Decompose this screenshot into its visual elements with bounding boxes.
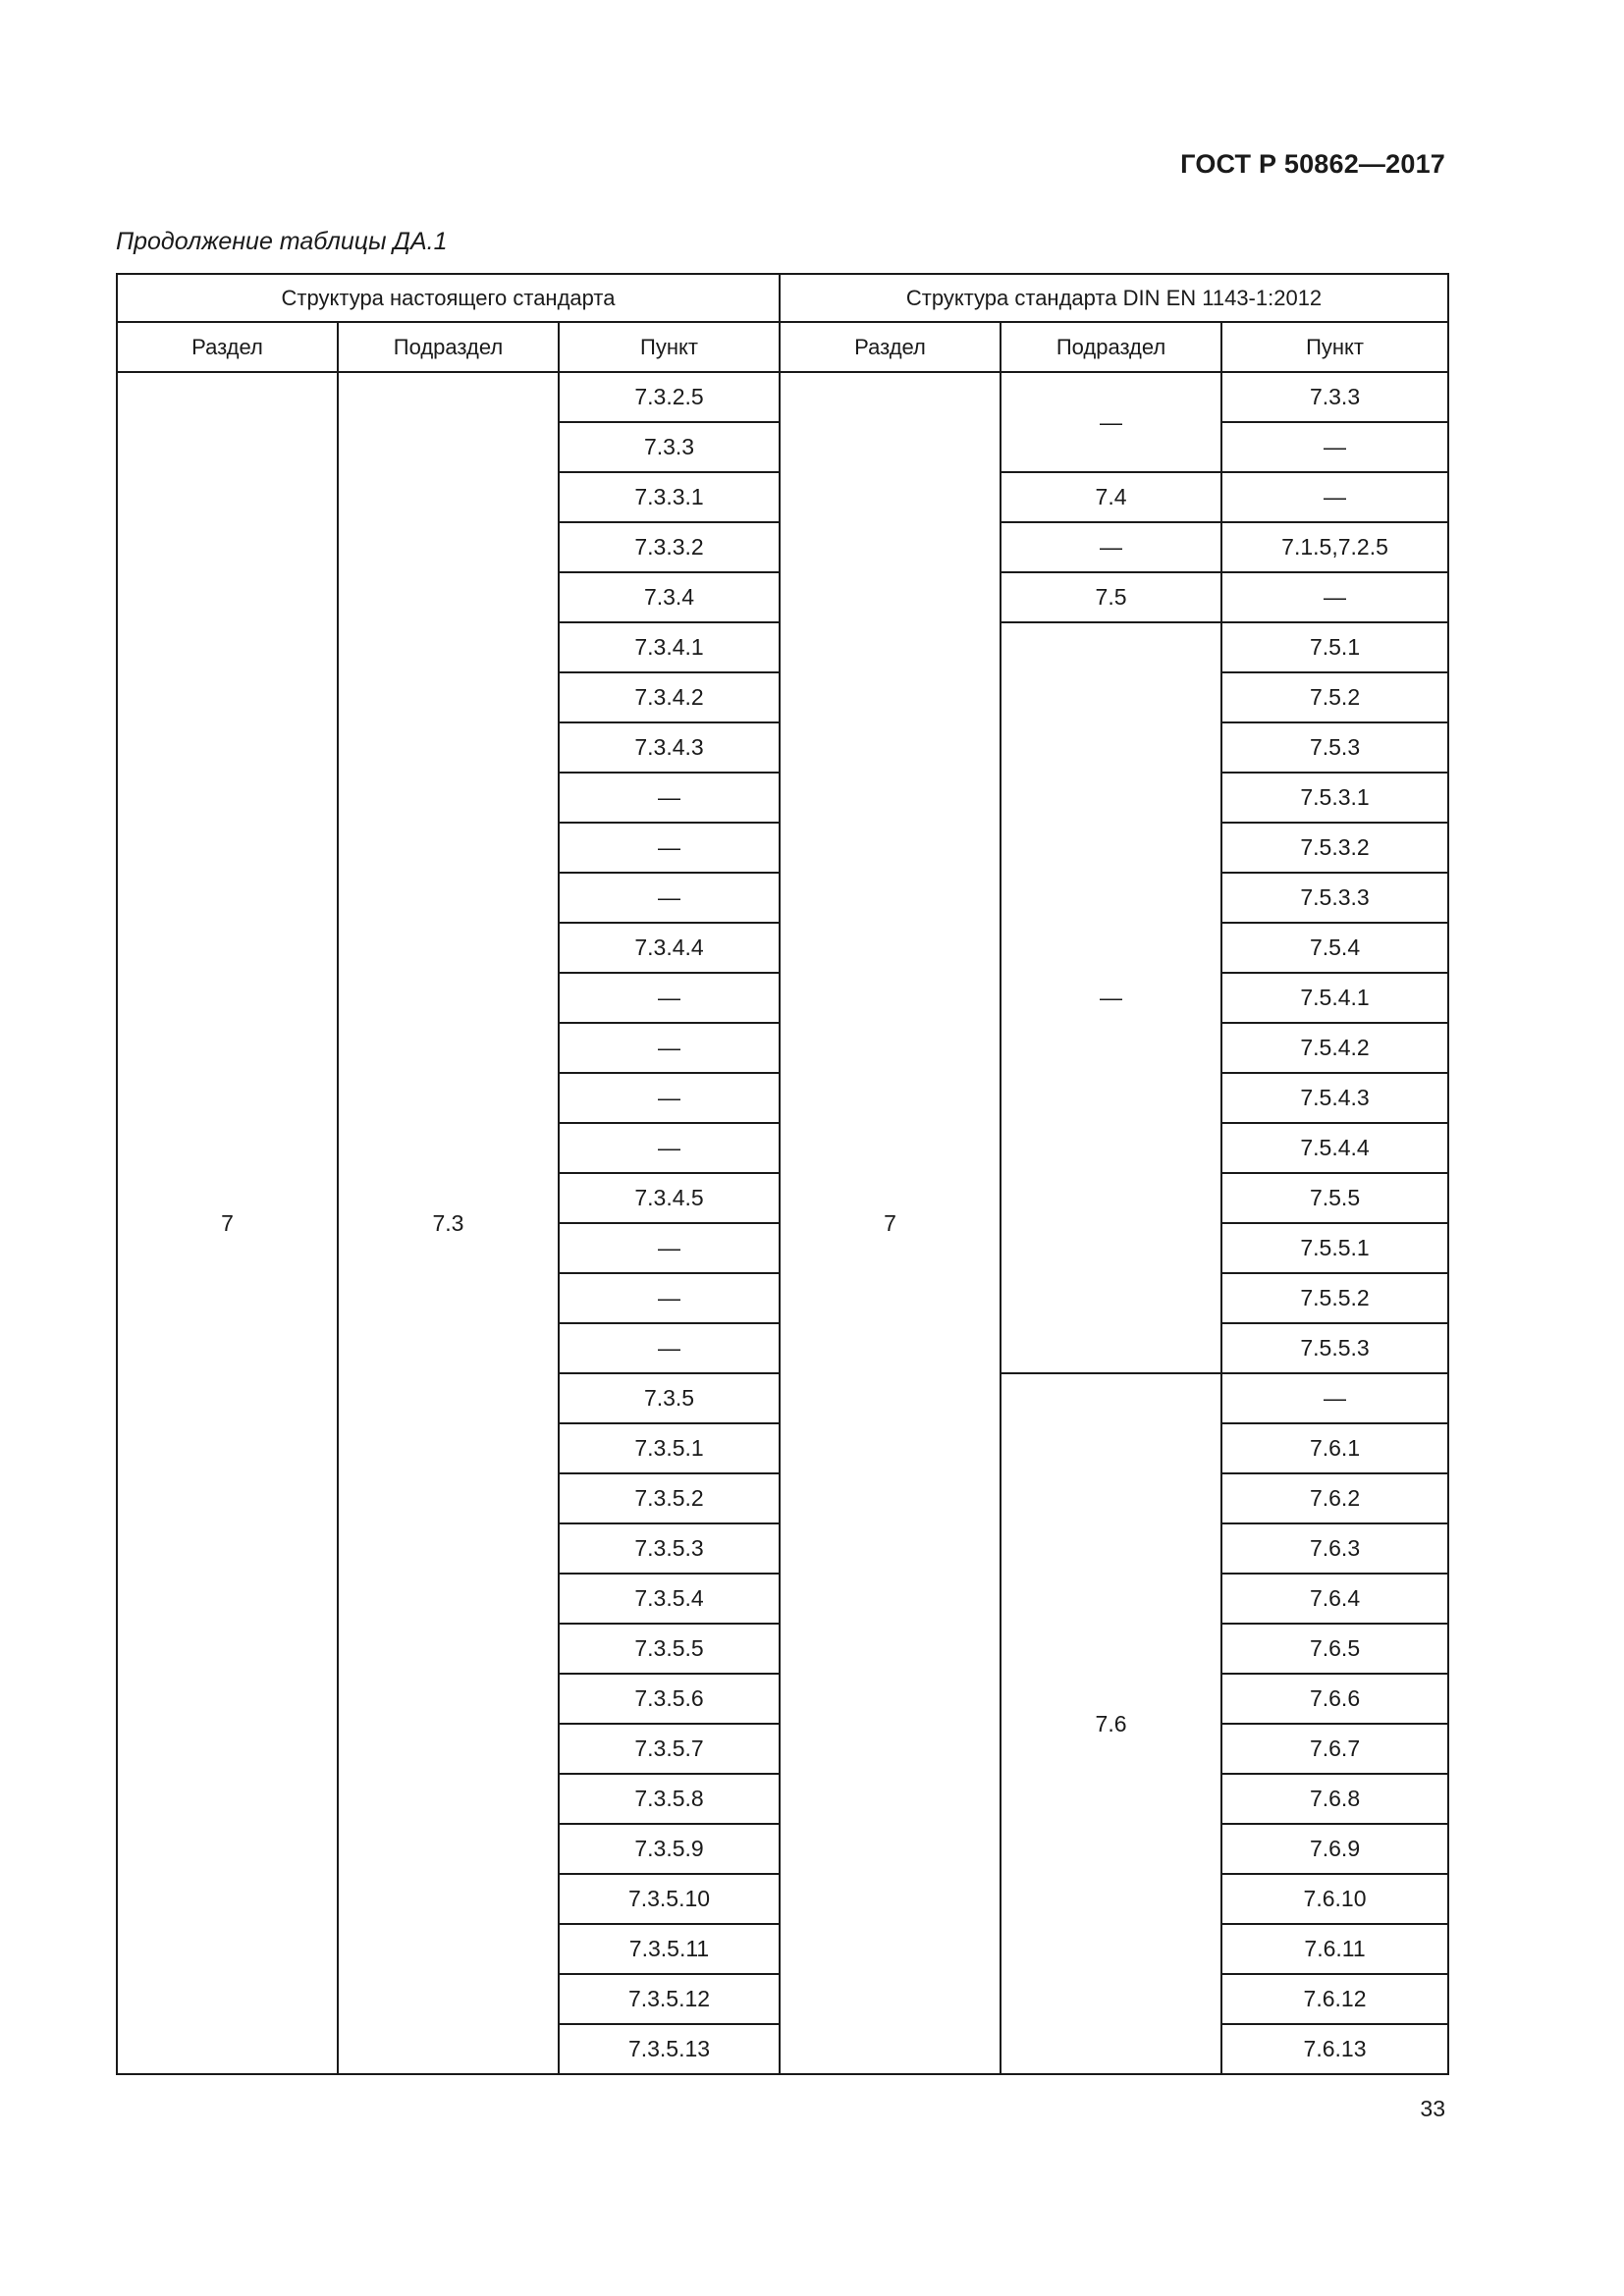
column-header-row bbox=[117, 322, 1448, 372]
left-item-cell: — bbox=[559, 973, 780, 1023]
right-item-cell: 7.5.3.2 bbox=[1221, 823, 1448, 873]
right-item-cell: 7.5.2 bbox=[1221, 672, 1448, 722]
left-item-cell: 7.3.4.2 bbox=[559, 672, 780, 722]
right-item-cell: 7.5.1 bbox=[1221, 622, 1448, 672]
right-item-cell: 7.5.5 bbox=[1221, 1173, 1448, 1223]
left-item-cell: 7.3.5.13 bbox=[559, 2024, 780, 2074]
right-item-cell: 7.6.8 bbox=[1221, 1774, 1448, 1824]
right-item-cell: 7.6.10 bbox=[1221, 1874, 1448, 1924]
column-header: Раздел bbox=[780, 322, 1001, 372]
right-item-cell: 7.1.5,7.2.5 bbox=[1221, 522, 1448, 572]
right-item-cell: 7.6.1 bbox=[1221, 1423, 1448, 1473]
right-subsection-cell: 7.5 bbox=[1001, 572, 1221, 622]
right-item-cell: 7.3.3 bbox=[1221, 372, 1448, 422]
left-item-cell: 7.3.5.2 bbox=[559, 1473, 780, 1523]
left-item-cell: — bbox=[559, 1323, 780, 1373]
left-section-cell: 7 bbox=[117, 372, 338, 2074]
group-header-current: Структура настоящего стандарта bbox=[117, 274, 780, 322]
left-item-cell: — bbox=[559, 1273, 780, 1323]
left-item-cell: 7.3.2.5 bbox=[559, 372, 780, 422]
right-subsection-cell: — bbox=[1001, 372, 1221, 472]
left-item-cell: 7.3.3.1 bbox=[559, 472, 780, 522]
left-item-cell: — bbox=[559, 1223, 780, 1273]
left-item-cell: 7.3.5.12 bbox=[559, 1974, 780, 2024]
right-subsection-cell: 7.4 bbox=[1001, 472, 1221, 522]
left-item-cell: 7.3.5.7 bbox=[559, 1724, 780, 1774]
page-number: 33 bbox=[1420, 2096, 1445, 2121]
right-item-cell: 7.6.13 bbox=[1221, 2024, 1448, 2074]
column-header: Пункт bbox=[559, 322, 780, 372]
left-item-cell: 7.3.5.11 bbox=[559, 1924, 780, 1974]
right-subsection-cell: — bbox=[1001, 622, 1221, 1373]
left-item-cell: 7.3.5.5 bbox=[559, 1624, 780, 1674]
table-row bbox=[117, 372, 1448, 422]
right-subsection-cell: 7.6 bbox=[1001, 1373, 1221, 2074]
right-item-cell: 7.5.4.1 bbox=[1221, 973, 1448, 1023]
right-item-cell: 7.5.3 bbox=[1221, 722, 1448, 773]
right-item-cell: 7.5.5.1 bbox=[1221, 1223, 1448, 1273]
left-item-cell: 7.3.5.10 bbox=[559, 1874, 780, 1924]
left-item-cell: 7.3.5.8 bbox=[559, 1774, 780, 1824]
right-item-cell: 7.6.12 bbox=[1221, 1974, 1448, 2024]
left-item-cell: 7.3.5.9 bbox=[559, 1824, 780, 1874]
left-subsection-cell: 7.3 bbox=[338, 372, 559, 2074]
right-item-cell: 7.6.6 bbox=[1221, 1674, 1448, 1724]
right-item-cell: 7.6.11 bbox=[1221, 1924, 1448, 1974]
left-item-cell: 7.3.5.6 bbox=[559, 1674, 780, 1724]
left-item-cell: 7.3.4.3 bbox=[559, 722, 780, 773]
right-item-cell: 7.6.5 bbox=[1221, 1624, 1448, 1674]
left-item-cell: 7.3.5.1 bbox=[559, 1423, 780, 1473]
group-header-row bbox=[117, 274, 1448, 322]
right-item-cell: — bbox=[1221, 572, 1448, 622]
left-item-cell: — bbox=[559, 823, 780, 873]
right-item-cell: 7.5.4 bbox=[1221, 923, 1448, 973]
right-item-cell: 7.6.9 bbox=[1221, 1824, 1448, 1874]
column-header: Раздел bbox=[117, 322, 338, 372]
right-item-cell: 7.6.4 bbox=[1221, 1574, 1448, 1624]
right-subsection-cell: — bbox=[1001, 522, 1221, 572]
correspondence-table bbox=[116, 273, 1449, 2075]
right-item-cell: 7.6.2 bbox=[1221, 1473, 1448, 1523]
right-item-cell: 7.6.7 bbox=[1221, 1724, 1448, 1774]
left-item-cell: 7.3.4.4 bbox=[559, 923, 780, 973]
right-item-cell: — bbox=[1221, 422, 1448, 472]
left-item-cell: 7.3.4 bbox=[559, 572, 780, 622]
right-item-cell: 7.5.3.3 bbox=[1221, 873, 1448, 923]
right-item-cell: 7.5.3.1 bbox=[1221, 773, 1448, 823]
right-item-cell: 7.6.3 bbox=[1221, 1523, 1448, 1574]
right-item-cell: 7.5.5.3 bbox=[1221, 1323, 1448, 1373]
left-item-cell: — bbox=[559, 773, 780, 823]
document-code: ГОСТ Р 50862—2017 bbox=[1180, 149, 1445, 179]
right-item-cell: 7.5.4.4 bbox=[1221, 1123, 1448, 1173]
left-item-cell: — bbox=[559, 1073, 780, 1123]
left-item-cell: 7.3.3.2 bbox=[559, 522, 780, 572]
left-item-cell: 7.3.5.4 bbox=[559, 1574, 780, 1624]
column-header: Подраздел bbox=[1001, 322, 1221, 372]
left-item-cell: — bbox=[559, 1123, 780, 1173]
right-item-cell: — bbox=[1221, 472, 1448, 522]
left-item-cell: 7.3.4.5 bbox=[559, 1173, 780, 1223]
column-header: Пункт bbox=[1221, 322, 1448, 372]
group-header-din: Структура стандарта DIN EN 1143-1:2012 bbox=[780, 274, 1448, 322]
left-item-cell: 7.3.3 bbox=[559, 422, 780, 472]
right-item-cell: 7.5.4.2 bbox=[1221, 1023, 1448, 1073]
right-item-cell: 7.5.4.3 bbox=[1221, 1073, 1448, 1123]
left-item-cell: 7.3.4.1 bbox=[559, 622, 780, 672]
right-item-cell: 7.5.5.2 bbox=[1221, 1273, 1448, 1323]
left-item-cell: — bbox=[559, 873, 780, 923]
right-section-cell: 7 bbox=[780, 372, 1001, 2074]
column-header: Подраздел bbox=[338, 322, 559, 372]
left-item-cell: 7.3.5 bbox=[559, 1373, 780, 1423]
left-item-cell: 7.3.5.3 bbox=[559, 1523, 780, 1574]
table-caption: Продолжение таблицы ДА.1 bbox=[116, 228, 448, 255]
left-item-cell: — bbox=[559, 1023, 780, 1073]
right-item-cell: — bbox=[1221, 1373, 1448, 1423]
